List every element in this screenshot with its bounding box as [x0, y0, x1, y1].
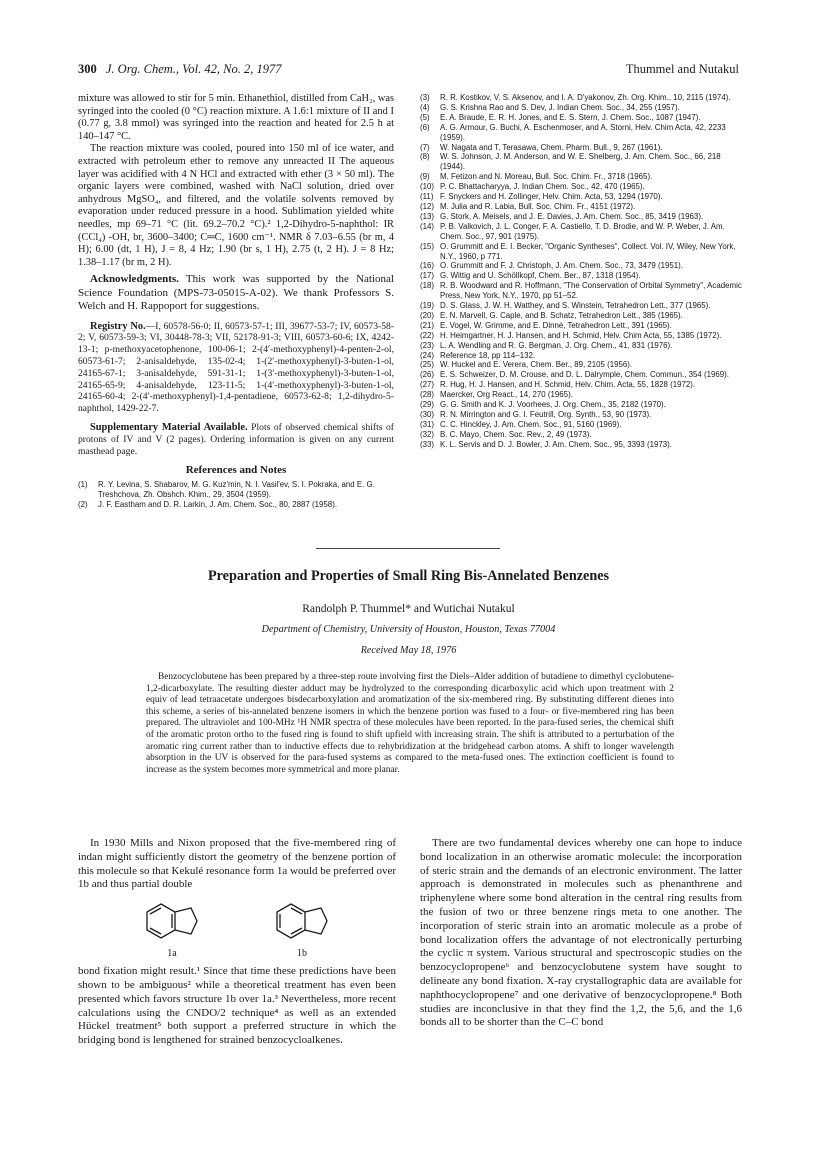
reference-number: (14) — [420, 221, 435, 231]
reference-item — [420, 242, 742, 262]
reference-text: R. Hug, H. J. Hansen, and H. Schmid, Helv. Chim. Acta, 55, 1828 (1972). — [440, 380, 696, 390]
supplementary-material — [78, 422, 394, 457]
reference-text: O. Grummitt and F. J. Christoph, J. Am. Chem. Soc., 73, 3479 (1951). — [440, 261, 683, 271]
reference-item — [420, 271, 742, 281]
article-title: Preparation and Properties of Small Ring Bis-Annelated Benzenes — [207, 568, 610, 584]
reference-item — [420, 123, 742, 143]
reference-number: (1) — [78, 480, 88, 490]
reference-item — [420, 420, 742, 430]
reference-text: R. Y. Levina, S. Shabarov, M. G. Kuz'min, N. I. Vasil'ev, S. I. Pokraka, and E. G. Treshchova, Zh. Obshch. Khim., 29, 3504 (1959). — [98, 480, 375, 500]
supplementary-label: Supplementary Material Available. — [90, 421, 248, 433]
reference-number: (19) — [420, 301, 435, 311]
reference-item — [420, 143, 742, 153]
reference-number: (15) — [420, 241, 435, 251]
structure-1a — [139, 900, 205, 959]
reference-item — [420, 261, 742, 271]
journal-citation: J. Org. Chem., Vol. 42, No. 2, 1977 — [105, 62, 282, 76]
reference-item — [78, 480, 394, 500]
reference-text: F. Snyckers and H. Zollinger, Helv. Chim. Acta, 53, 1294 (1970). — [440, 192, 663, 202]
reference-item — [78, 500, 394, 510]
references-list-left — [78, 480, 394, 510]
reference-number: (24) — [420, 350, 435, 360]
reference-text: Maercker, Org React., 14, 270 (1965). — [440, 390, 573, 400]
reference-number: (11) — [420, 192, 434, 202]
experimental-paragraph-2: The reaction mixture was cooled, poured into 150 ml of ice water, and extracted with petroleum ether to remove any unreacted II The aqueous layer was acidified with 4 N HCl and extracted with ether (3 × 50 ml). The organic layers were combined, washed with NaCl solution, dried over anhydrous MgSO₄, and filtered, and the volatile solvents removed by evaporation under reduced pressure in a hood. Sublimation yielded white needles, mp 69–71 °C (lit. 69.2–70.2 °C).² 1,2-Dihydro-5-naphthol: IR (CCl₄) -OH, br, 3600–3400; C═C, 1600 cm⁻¹. NMR δ 7.03–6.55 (br m, 4 H); 6.00 (dt, 1 H), J = 8, 4 Hz; 1.90 (br s, 1 H), 2.75 (t, 2 H). J = 8 Hz; 1.38–1.17 (br m, 2 H). — [78, 143, 394, 268]
reference-item — [420, 172, 742, 182]
reference-text: A. G. Armour, G. Buchi, A. Eschenmoser, and A. Storni, Helv. Chim Acta, 42, 2233 (1959). — [440, 122, 726, 142]
reference-number: (31) — [420, 419, 435, 429]
intro-paragraph-3: There are two fundamental devices whereby one can hope to induce bond localization in an otherwise aromatic molecule: the incorporation of steric strain and the demands of an electronic environment. The latter approach is demonstrated in molecules such as phenanthrene and triphenylene where some bond alteration in the central ring results from the fusion of two or three benzene rings meta to one another. The incorporation of steric strain into an aromatic molecule as a probe of bond localization offers the advantage of not electronically perturbing the cyclic π system. Various structural and spectroscopic studies on the benzocyclopropene⁶ and benzocyclobutene system have sought to delineate any bond fixation. X-ray crystallographic data are available for naphthocyclopropene⁷ and one derivative of benzocyclopropene.⁸ Both studies are inconclusive in that they find the 1,2, the 5,6, and the 1,6 bonds all to be shorter than the C–C bond — [420, 837, 742, 1029]
reference-text: L. A. Wendling and R. G. Bergman, J. Org. Chem., 41, 831 (1976). — [440, 340, 673, 350]
reference-number: (6) — [420, 122, 430, 132]
reference-text: M. Julia and R. Labia, Bull. Soc. Chim. Fr., 4151 (1972). — [440, 201, 636, 211]
reference-text: D. S. Glass, J. W. H. Watthey, and S. Winstein, Tetrahedron Lett., 377 (1965). — [440, 301, 711, 311]
reference-text: B. C. Mayo, Chem. Soc. Rev., 2, 49 (1973). — [440, 429, 592, 439]
received-date: Received May 18, 1976 — [360, 645, 457, 656]
reference-text: R. R. Kostikov, V. S. Aksenov, and I. A. D'yakonov, Zh. Org. Khim., 10, 2115 (1974). — [440, 93, 731, 102]
reference-text: Reference 18, pp 114–132. — [440, 350, 536, 360]
reference-number: (9) — [420, 172, 430, 182]
registry-numbers — [78, 321, 394, 415]
reference-number: (16) — [420, 261, 435, 271]
reference-number: (5) — [420, 112, 430, 122]
reference-text: C. C. Hinckley, J. Am. Chem. Soc., 91, 5160 (1969). — [440, 419, 622, 429]
reference-item — [420, 430, 742, 440]
reference-number: (23) — [420, 340, 435, 350]
reference-text: G. Wittig and U. Schöllkopf, Chem. Ber., 87, 1318 (1954). — [440, 271, 641, 281]
reference-number: (20) — [420, 310, 435, 320]
reference-number: (28) — [420, 390, 435, 400]
structure-1b — [269, 900, 335, 959]
reference-text: K. L. Servis and D. J. Bowler, J. Am. Chem. Soc., 95, 3393 (1973). — [440, 439, 673, 449]
reference-number: (27) — [420, 380, 435, 390]
reference-item — [420, 341, 742, 351]
reference-number: (32) — [420, 429, 435, 439]
section-divider — [316, 548, 500, 549]
reference-text: G. S. Krishna Rao and S. Dev, J. Indian Chem. Soc., 34, 255 (1957). — [440, 102, 680, 112]
reference-number: (17) — [420, 271, 435, 281]
reference-item — [420, 212, 742, 222]
indan-kekule-1a-drawing — [139, 900, 205, 944]
acknowledgments-label: Acknowledgments. — [90, 273, 179, 286]
reference-number: (22) — [420, 330, 435, 340]
reference-number: (33) — [420, 439, 435, 449]
reference-text: E. A. Braude, E. R. H. Jones, and E. S. Stern, J. Chem. Soc., 1087 (1947). — [440, 112, 701, 122]
reference-text: E. S. Schweizer, D. M. Crouse, and D. L. Dalrymple, Chem. Commun., 354 (1969). — [440, 370, 729, 380]
reference-number: (29) — [420, 400, 435, 410]
reference-item — [420, 281, 742, 301]
references-heading: References and Notes — [185, 464, 287, 477]
reference-text: W. S. Johnson, J. M. Anderson, and W. E. Shelberg, J. Am. Chem. Soc., 66, 218 (1944). — [440, 152, 721, 172]
reference-item — [420, 182, 742, 192]
reference-item — [420, 301, 742, 311]
reference-number: (12) — [420, 201, 435, 211]
reference-item — [420, 380, 742, 390]
reference-item — [420, 222, 742, 242]
reference-text: W. Huckel and E. Verera, Chem. Ber., 89, 2105 (1956). — [440, 360, 633, 370]
left-column-top — [78, 93, 394, 510]
reference-item — [420, 331, 742, 341]
reference-item — [420, 192, 742, 202]
reference-item — [420, 410, 742, 420]
reference-item — [420, 321, 742, 331]
reference-number: (25) — [420, 360, 435, 370]
reference-item — [420, 370, 742, 380]
reference-number: (13) — [420, 211, 435, 221]
reference-text: R. B. Woodward and R. Hoffmann, "The Conservation of Orbital Symmetry", Academic Press, New York, N.Y., 1970, pp 51–52. — [440, 281, 742, 301]
reference-item — [420, 113, 742, 123]
reference-text: W. Nagata and T. Terasawa, Chem. Pharm. Bull., 9, 267 (1961). — [440, 142, 663, 152]
reference-item — [420, 440, 742, 450]
reference-number: (26) — [420, 370, 435, 380]
reference-text: O. Grummitt and E. I. Becker, "Organic Syntheses", Collect. Vol. IV, Wiley, New York, N.Y., 1960, p 771. — [440, 241, 736, 261]
reference-item — [420, 360, 742, 370]
reference-item — [420, 93, 742, 103]
acknowledgments — [78, 273, 394, 313]
reference-number: (8) — [420, 152, 430, 162]
reference-text: R. N. Mirrington and G. I. Feutrill, Org. Synth., 53, 90 (1973). — [440, 410, 652, 419]
reference-text: G. G. Smith and K. J. Voorhees, J. Org. Chem., 35, 2182 (1970). — [440, 400, 666, 410]
reference-item — [420, 351, 742, 361]
running-head — [78, 62, 739, 78]
experimental-paragraph-1: mixture was allowed to stir for 5 min. Ethanethiol, distilled from CaH₂, was syringed into the cooled (0 °C) reaction mixture. A 1.6:1 mixture of II and I (0.77 g, 3.8 mmol) was syringed into the reaction and heated for 2.5 h at 140–147 °C. — [78, 93, 394, 142]
right-column-bottom — [420, 837, 742, 1030]
acknowledgments-text: This work was supported by the National Science Foundation (MPS-73-05015-A-02). We thank Professors S. Welch and H. Rappoport for suggestions. — [78, 273, 394, 313]
reference-text: J. F. Eastham and D. R. Larkin, J. Am. Chem. Soc., 80, 2887 (1958). — [98, 500, 338, 510]
article-authors: Randolph P. Thummel* and Wutichai Nutakul — [302, 603, 515, 615]
reference-item — [420, 311, 742, 321]
structure-figures — [78, 900, 396, 959]
references-list-right — [420, 93, 742, 450]
reference-number: (30) — [420, 410, 435, 419]
reference-number: (10) — [420, 182, 435, 192]
page-number: 300 — [78, 62, 97, 76]
supplementary-text: Plots of observed chemical shifts of protons of IV and V (2 pages). Ordering information is given on any current masthead page. — [78, 421, 394, 457]
reference-item — [420, 400, 742, 410]
reference-text: H. Heimgartner, H. J. Hansen, and H. Schmid, Helv. Chim Acta, 55, 1385 (1972). — [440, 330, 722, 340]
reference-item — [420, 202, 742, 212]
reference-number: (18) — [420, 281, 435, 291]
intro-paragraph-2: bond fixation might result.¹ Since that time these predictions have been shown to be ambiguous² while a theoretical treatment has even been presented which favors structure 1b over 1a.³ Nevertheless, more recent calculations using the CNDO/2 technique⁴ as well as an extended Hückel treatment⁵ both support a preferred structure in which the bridging bond is lengthened for strained benzocycloalkenes. — [78, 965, 396, 1047]
reference-text: E. Vogel, W. Grimme, and E. Dinnė, Tetrahedron Lett., 391 (1965). — [440, 320, 672, 330]
registry-text: —I, 60578-56-0; II, 60573-57-1; III, 39677-53-7; IV, 60573-58-2; V, 60573-59-3; VI, 30448-78-3; VII, 52178-91-3; VIII, 60573-60-6; IX, 4242-13-1; p-methoxyacetophenone, 100-06-1; 2-(4′-methoxyphenyl)-4-penten-2-ol, 60573-61-7; 2-anisaldehyde, 135-02-4; 1-(2′-methoxyphenyl)-3-buten-1-ol, 24165-67-1; 3-anisaldehyde, 591-31-1; 1-(3′-methoxyphenyl)-3-buten-1-ol, 24165-65-9; 4-anisaldehyde, 123-11-5; 1-(4′-methoxyphenyl)-3-buten-1-ol, 24165-60-4; 2-(4′-methoxyphenyl)-1,4-pentadiene, 60573-62-8; 1,2-dihydro-5-naphthol, 1429-22-7. — [78, 320, 395, 415]
reference-number: (4) — [420, 102, 430, 112]
structure-label-1a: 1a — [167, 948, 177, 960]
reference-text: G. Stork, A. Meisels, and J. E. Davies, J. Am. Chem. Soc., 85, 3419 (1963). — [440, 211, 704, 221]
running-authors: Thummel and Nutakul — [625, 62, 739, 76]
reference-text: M. Fetizon and N. Moreau, Bull. Soc. Chim. Fr., 3718 (1965). — [440, 172, 653, 182]
reference-number: (3) — [420, 93, 430, 102]
left-column-bottom — [78, 837, 396, 1048]
abstract: Benzocyclobutene has been prepared by a three-step route involving first the Diels–Alder addition of butadiene to dimethyl cyclobutene-1,2-dicarboxylate. The resulting diester adduct may be hydrolyzed to the corresponding dicarboxylic acid which upon treatment with 2 equiv of lead tetraacetate undergoes bisdecarboxylation and aromatization of the six-membered ring. By substituting different dienes into this scheme, a series of bis-annelated benzene isomers in which the benzene portion was fused to a four- or five-membered ring has been prepared. The ultraviolet and 100-MHz ¹H NMR spectra of these molecules have been reported. In the para-fused series, the chemical shift of the aromatic proton ortho to the fused ring is found to shift upfield with increasing strain. The shift is attributed to a perturbation of the aromatic ring current rather than to inductive effects due to rehybridization at the bridgehead carbon atoms. A shift to longer wavelength absorption in the UV is observed for the para-fused systems as compared to the meta-fused ones. The extinction coefficient is found to increase as the system becomes more symmetrical and more planar. — [146, 672, 674, 775]
reference-number: (2) — [78, 500, 88, 510]
reference-item — [420, 103, 742, 113]
structure-label-1b: 1b — [297, 948, 307, 960]
reference-text: P. B. Valkovich, J. L. Conger, F. A. Castiello, T. D. Brodie, and W. P. Weber, J. Am. Chem. Soc., 97, 901 (1975). — [440, 221, 725, 241]
registry-label: Registry No. — [90, 320, 146, 332]
reference-text: E. N. Marvell, G. Caple, and B. Schatz, Tetrahedron Lett., 385 (1965). — [440, 310, 683, 320]
reference-item — [420, 152, 742, 172]
reference-item — [420, 390, 742, 400]
reference-number: (21) — [420, 320, 435, 330]
reference-number: (7) — [420, 142, 430, 152]
author-affiliation: Department of Chemistry, University of Houston, Houston, Texas 77004 — [261, 624, 556, 635]
reference-text: P. C. Bhattacharyya, J. Indian Chem. Soc., 42, 470 (1965). — [440, 182, 645, 192]
indan-kekule-1b-drawing — [269, 900, 335, 944]
intro-paragraph-1: In 1930 Mills and Nixon proposed that the five-membered ring of indan might sufficiently distort the geometry of the benzene portion of this molecule so that Kekulé resonance form 1a would be preferred over 1b and thus partial double — [78, 837, 396, 891]
